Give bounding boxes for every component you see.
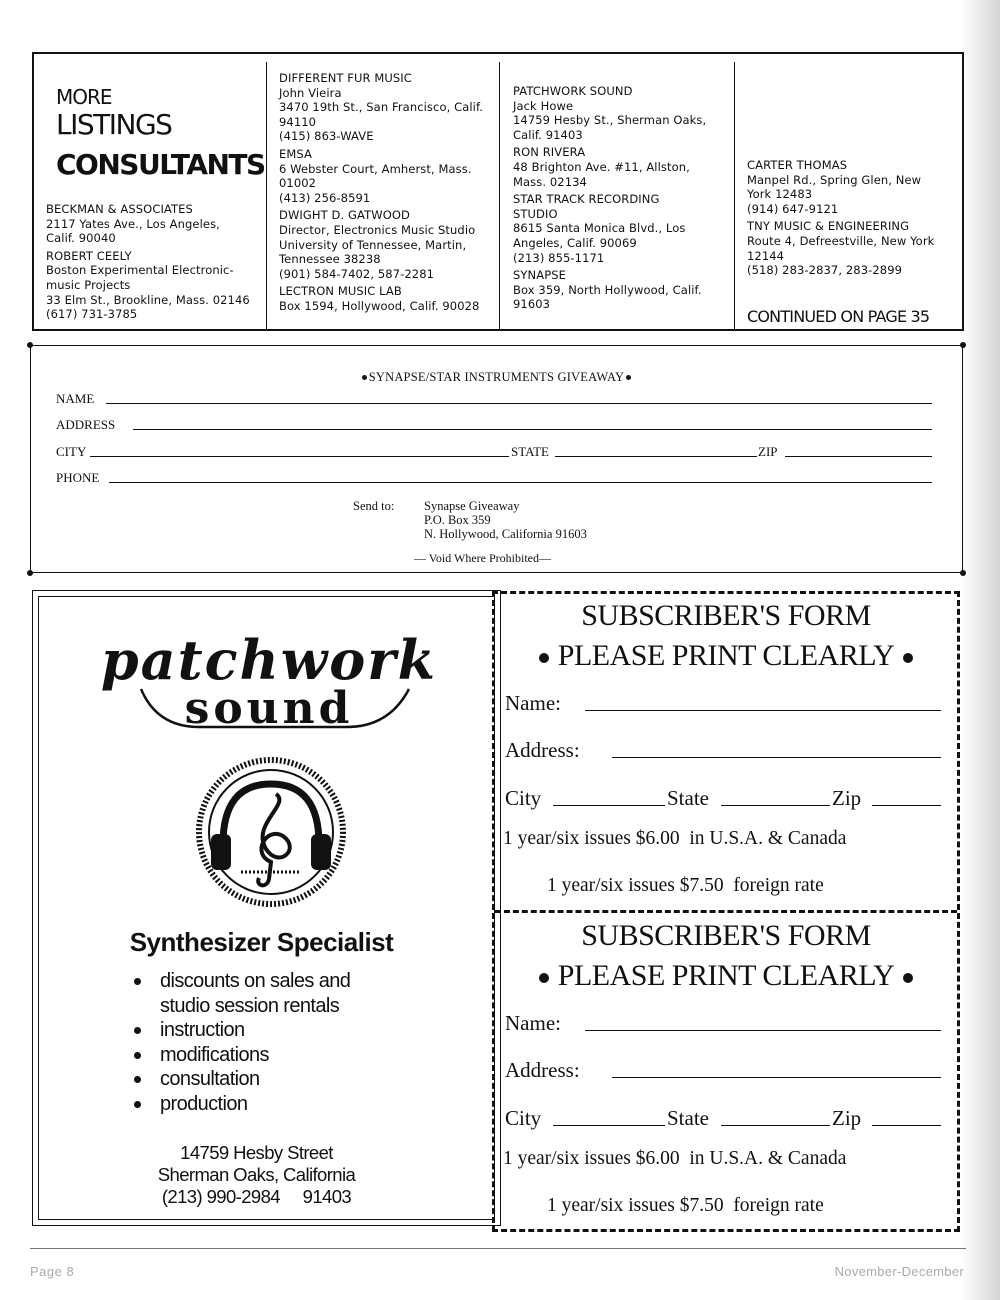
corner-dot	[960, 570, 966, 576]
listing-entry	[513, 268, 706, 312]
state-input-line[interactable]	[555, 456, 757, 457]
listing-detail-line: Boston Experimental Electronic-	[46, 263, 234, 278]
form-subtitle-text: PLEASE PRINT CLEARLY	[557, 959, 895, 992]
address-input-line[interactable]	[612, 1077, 941, 1078]
price-foreign: 1 year/six issues $7.50 foreign rate	[547, 875, 824, 896]
listing-detail-line: (415) 863-WAVE	[279, 129, 374, 144]
listing-entry	[279, 284, 483, 313]
state-input-line[interactable]	[721, 805, 830, 806]
giveaway-title	[31, 370, 962, 385]
zip-label: Zip	[832, 786, 862, 810]
listing-detail-line: 33 Elm St., Brookline, Mass. 02146	[46, 292, 250, 307]
send-to-line: N. Hollywood, California 91603	[424, 527, 587, 541]
listing-entry	[513, 145, 706, 189]
price-domestic: 1 year/six issues $6.00 in U.S.A. & Canada	[503, 1148, 847, 1169]
listing-detail-line: 01002	[279, 176, 317, 191]
listing-detail-line: (213) 855-1171	[513, 250, 605, 265]
issue-date: November-December	[834, 1264, 964, 1279]
listing-entry	[279, 208, 483, 281]
form-title: SUBSCRIBER'S FORM	[581, 919, 871, 952]
listing-detail-line: 6 Webster Court, Amherst, Mass.	[279, 161, 472, 176]
send-to-line: Synapse Giveaway	[424, 499, 520, 513]
patchwork-sound-ad	[32, 590, 501, 1226]
listing-detail-line: Angeles, Calif. 90069	[513, 235, 637, 250]
consultants-heading: CONSULTANTS	[56, 148, 265, 181]
form-subtitle	[495, 639, 957, 673]
name-label: NAME	[56, 391, 95, 406]
listing-name: CARTER THOMAS	[747, 158, 848, 172]
form-subtitle	[495, 959, 957, 993]
listings-column-2	[266, 62, 498, 329]
price-foreign: 1 year/six issues $7.50 foreign rate	[547, 1195, 824, 1216]
listing-entry	[46, 249, 264, 322]
listing-entry	[513, 192, 706, 265]
giveaway-title-text: SYNAPSE/STAR INSTRUMENTS GIVEAWAY	[368, 370, 625, 384]
bullet-icon	[626, 375, 631, 380]
listing-detail-line: 3470 19th St., San Francisco, Calif.	[279, 100, 484, 115]
listing-detail-line: (413) 256-8591	[279, 190, 371, 205]
listing-detail-line: Director, Electronics Music Studio	[279, 222, 476, 237]
listing-detail-line: (901) 584-7402, 587-2281	[279, 266, 435, 281]
listing-name: DIFFERENT FUR MUSIC	[279, 71, 412, 85]
listing-name: SYNAPSE	[513, 268, 566, 283]
address-input-line[interactable]	[612, 757, 941, 758]
listing-entry	[747, 219, 934, 277]
logo-line-2: sound	[184, 683, 354, 734]
address-label: Address:	[505, 1058, 580, 1082]
bullet-icon	[903, 653, 913, 663]
listings-column-4	[734, 62, 964, 329]
city-input-line[interactable]	[553, 805, 665, 806]
bullet-icon	[134, 978, 141, 985]
listing-detail-line: 91603	[513, 297, 551, 312]
listing-detail-line: Box 1594, Hollywood, Calif. 90028	[279, 298, 480, 313]
listing-name: STAR TRACK RECORDING	[513, 192, 660, 207]
city-label: City	[505, 1106, 542, 1130]
patchwork-sound-logo	[79, 627, 459, 737]
page-number: Page 8	[30, 1264, 75, 1279]
form-title: SUBSCRIBER'S FORM	[581, 599, 871, 632]
bullet-icon	[539, 653, 549, 663]
bullet-icon	[903, 973, 913, 983]
ad-inner-frame	[38, 596, 495, 1220]
listing-detail-line: Mass. 02134	[513, 174, 587, 189]
address-input-line[interactable]	[133, 429, 932, 430]
corner-dot	[27, 570, 33, 576]
service-text: consultation	[160, 1068, 260, 1090]
void-note: — Void Where Prohibited—	[414, 551, 551, 565]
listing-detail-line: 48 Brighton Ave. #11, Allston,	[513, 159, 690, 174]
ad-address-line: (213) 990-2984 91403	[161, 1186, 352, 1207]
price-domestic: 1 year/six issues $6.00 in U.S.A. & Canada	[503, 828, 847, 849]
listing-detail-line: Calif. 90040	[46, 231, 116, 246]
listing-detail-line: Route 4, Defreestville, New York	[747, 233, 935, 248]
listing-detail-line: 2117 Yates Ave., Los Angeles,	[46, 216, 220, 231]
ad-address-line: 14759 Hesby Street	[180, 1142, 333, 1163]
scan-edge-shadow	[962, 0, 1000, 1300]
zip-input-line[interactable]	[872, 1125, 941, 1126]
address-label: ADDRESS	[56, 417, 116, 432]
treble-clef-headphones-emblem	[171, 754, 371, 909]
service-text: discounts on sales and studio session rentals	[160, 970, 351, 1017]
address-label: Address:	[505, 738, 580, 762]
city-label: City	[505, 786, 542, 810]
listing-detail-line: 14759 Hesby St., Sherman Oaks,	[513, 113, 707, 128]
city-label: CITY	[56, 444, 87, 459]
listing-name: LECTRON MUSIC LAB	[279, 284, 402, 299]
listing-name: DWIGHT D. GATWOOD	[279, 208, 410, 223]
service-item	[132, 1018, 400, 1043]
send-to-address	[424, 499, 587, 541]
listing-entry	[513, 84, 706, 142]
listing-entries	[279, 71, 483, 317]
bullet-icon	[134, 1027, 141, 1034]
zip-input-line[interactable]	[872, 805, 941, 806]
service-text: production	[160, 1092, 248, 1115]
ad-address-line: Sherman Oaks, California	[157, 1164, 356, 1185]
logo-line-1: patchwork	[100, 628, 438, 692]
service-item	[132, 969, 400, 1018]
listings-column-1	[46, 54, 264, 329]
giveaway-form	[30, 345, 963, 573]
listing-detail-line: 12144	[747, 248, 785, 263]
more-heading: MORE	[56, 85, 112, 109]
name-label: Name:	[505, 691, 561, 715]
listing-entries	[747, 158, 934, 281]
listing-detail-line: Calif. 91403	[513, 127, 583, 142]
listing-detail-line: Manpel Rd., Spring Glen, New	[747, 172, 922, 187]
listing-detail-line: John Vieira	[279, 85, 342, 100]
state-input-line[interactable]	[721, 1125, 830, 1126]
service-text: instruction	[160, 1019, 245, 1041]
bullet-icon	[539, 973, 549, 983]
listing-entry	[747, 158, 934, 216]
listings-column-3	[499, 62, 733, 329]
listing-detail-line: (518) 283-2837, 283-2899	[747, 263, 903, 278]
listing-detail-line: music Projects	[46, 277, 131, 292]
subscriber-forms	[492, 591, 960, 1232]
cut-line	[495, 910, 957, 913]
listing-detail-line: (914) 647-9121	[747, 201, 839, 216]
listings-box	[32, 52, 964, 331]
bullet-icon	[134, 1076, 141, 1083]
zip-label: Zip	[832, 1106, 862, 1130]
phone-label: PHONE	[56, 470, 100, 485]
service-item	[132, 1043, 400, 1068]
listing-detail-line: York 12483	[747, 187, 813, 202]
listing-detail-line: 94110	[279, 114, 317, 129]
listing-detail-line: STUDIO	[513, 206, 558, 221]
listing-name: TNY MUSIC & ENGINEERING	[747, 219, 910, 234]
corner-dot	[27, 342, 33, 348]
listing-detail-line: Tennessee 38238	[279, 252, 381, 267]
service-text: modifications	[160, 1043, 269, 1066]
listing-entries	[513, 84, 706, 315]
listing-entry	[279, 147, 483, 205]
listing-detail-line: (617) 731-3785	[46, 307, 138, 322]
bullet-icon	[134, 1052, 141, 1059]
listing-name: ROBERT CEELY	[46, 248, 132, 263]
city-input-line[interactable]	[90, 456, 509, 457]
listing-entries	[46, 202, 264, 325]
bullet-icon	[362, 375, 367, 380]
listing-entry	[46, 202, 264, 246]
services-list	[132, 969, 400, 1116]
listing-name: RON RIVERA	[513, 145, 586, 160]
listing-detail-line: University of Tennessee, Martin,	[279, 237, 467, 252]
state-label: STATE	[511, 444, 549, 459]
send-to-line: P.O. Box 359	[424, 513, 491, 527]
name-input-line[interactable]	[585, 710, 941, 711]
zip-label: ZIP	[758, 444, 778, 459]
phone-input-line[interactable]	[109, 482, 932, 483]
state-label: State	[667, 1106, 709, 1130]
service-item	[132, 1067, 400, 1092]
name-input-line[interactable]	[585, 1030, 941, 1031]
city-input-line[interactable]	[553, 1125, 665, 1126]
ad-address	[39, 1142, 474, 1208]
send-to-label: Send to:	[353, 499, 395, 513]
listing-detail-line: 8615 Santa Monica Blvd., Los	[513, 221, 686, 236]
state-label: State	[667, 786, 709, 810]
ad-headline: Synthesizer Specialist	[129, 927, 394, 957]
form-subtitle-text: PLEASE PRINT CLEARLY	[557, 639, 895, 672]
listing-name: EMSA	[279, 146, 312, 161]
name-input-line[interactable]	[106, 403, 932, 404]
service-item	[132, 1092, 400, 1117]
name-label: Name:	[505, 1011, 561, 1035]
listing-detail-line: Jack Howe	[513, 98, 574, 113]
zip-input-line[interactable]	[785, 456, 932, 457]
corner-dot	[960, 342, 966, 348]
listing-name: BECKMAN & ASSOCIATES	[46, 202, 193, 216]
listing-entry	[279, 71, 483, 144]
continued-note: CONTINUED ON PAGE 35	[747, 307, 930, 326]
listing-detail-line: Box 359, North Hollywood, Calif.	[513, 282, 702, 297]
footer-rule	[30, 1248, 966, 1249]
bullet-icon	[134, 1101, 141, 1108]
listing-name: PATCHWORK SOUND	[513, 84, 633, 98]
listings-heading: LISTINGS	[56, 108, 172, 141]
